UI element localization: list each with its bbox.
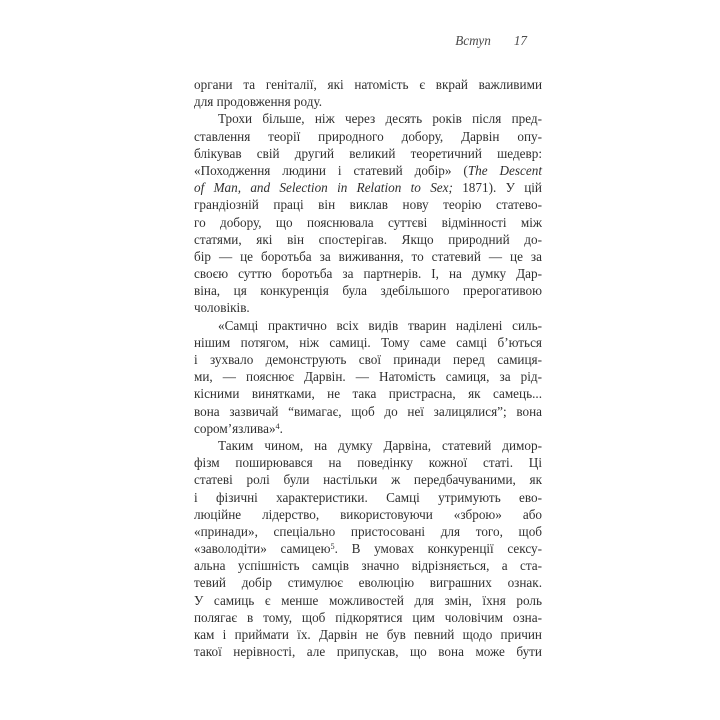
text-run: і зухвало демонструють свої принади перед самиця- [194,352,542,367]
text-run: «заволодіти» самицею [194,541,331,557]
text-line [194,471,542,488]
text-run: для продовження роду. [194,94,323,110]
text-line [194,128,542,145]
text-line [194,231,542,248]
text-run: 1871). У цій [452,180,542,196]
text-line [194,574,542,591]
text-run: ми, — пояснює Дарвін. — Натомість самиця, за рід- [194,369,542,385]
text-run: своєю суттю боротьба за партнерів. І, на думку Дар- [194,266,542,282]
text-run: . [279,420,283,436]
footnote-reference: 4 [275,421,280,431]
text-line [194,179,542,196]
text-line [194,334,542,351]
text-run: статями, які він спостерігав. Якщо природний до- [194,231,542,247]
text-line [194,214,542,231]
text-run: нішим потягом, ніж самиці. Тому саме самці б’ються [194,334,542,350]
text-run: ставлення теорії природного добору, Дарвін опу- [194,128,542,144]
text-line [194,437,542,454]
text-run: кам і приймати їх. Дарвін не був певний щодо причин [194,627,542,642]
text-run: «Походження людини і статевий добір» ( [194,162,468,178]
running-header [194,33,542,49]
text-line [194,489,542,506]
text-run: Таким чином, на думку Дарвіна, статевий димор- [218,437,542,453]
text-run: альна успішність самців значно відрізняється, а ста- [194,558,542,574]
text-line [194,540,542,557]
text-line [194,557,542,574]
text-run: фізм поширювався на поведінку кожної статі. Ці [194,455,542,471]
text-line [194,265,542,282]
text-line [194,317,542,334]
text-line [194,523,542,540]
text-line [194,592,542,609]
text-run: . В умовах конкуренції сексу- [334,541,542,557]
text-line [194,609,542,626]
text-run: такої нерівності, але припускав, що вона може бути [194,644,542,660]
page-number: 17 [513,33,527,48]
text-line [194,368,542,385]
italic-text-run: The Descent [467,162,542,178]
text-line [194,403,542,420]
text-run: «Самці практично всіх видів тварин наділені силь- [218,317,542,333]
text-run: віна, ця конкуренція була здебільшого прерогативою [194,283,542,299]
text-line [194,643,542,660]
text-line [194,626,542,643]
footnote-reference: 5 [330,541,335,551]
text-line [194,93,542,110]
text-run: Трохи більше, ніж через десять років після пред- [218,111,542,127]
text-line [194,196,542,213]
chapter-title: Вступ [455,33,491,48]
text-run: статеві ролі були настільки ж передбачуваними, як [194,472,542,488]
text-run: чоловіків. [194,300,250,316]
text-run: бір — це боротьба за виживання, то статевий — це за [194,248,542,264]
text-line [194,506,542,523]
text-line [194,76,542,93]
text-line [194,162,542,179]
text-run: го добору, що пояснювала суттєві відмінності між [194,214,542,230]
text-run: полягає в тому, щоб підкорятися цим чоловічим озна- [194,609,542,625]
text-line [194,454,542,471]
text-line [194,282,542,299]
text-run: «принади», спеціально пристосовані для того, щоб [194,523,542,539]
text-line [194,145,542,162]
text-run: кісними винятками, не така пристрасна, як самець... [194,386,542,402]
text-line [194,420,542,437]
text-run: органи та геніталії, які натомість є вкрай важливими [194,77,542,92]
text-block [194,76,542,660]
text-run: У самиць є менше можливостей для змін, їхня роль [194,592,542,608]
text-run: тевий добір стимулює еволюцію виграшних ознак. [194,575,542,591]
text-run: сором’язлива» [194,420,276,436]
text-run: вона зазвичай “вимагає, щоб до неї залицялися”; вона [194,403,542,419]
text-line [194,385,542,402]
text-run: люційне лідерство, використовуючи «зброю» або [194,506,542,522]
text-line [194,248,542,265]
text-run: і фізичні характеристики. Самці утримують ево- [194,489,542,505]
text-run: грандіозній праці він виклав нову теорію статево- [194,197,542,213]
text-line [194,299,542,316]
italic-text-run: of Man, and Selection in Relation to Sex; [194,180,453,196]
text-run: блікував свій другий великий теоретичний шедевр: [194,145,542,161]
text-line [194,110,542,127]
text-line [194,351,542,368]
